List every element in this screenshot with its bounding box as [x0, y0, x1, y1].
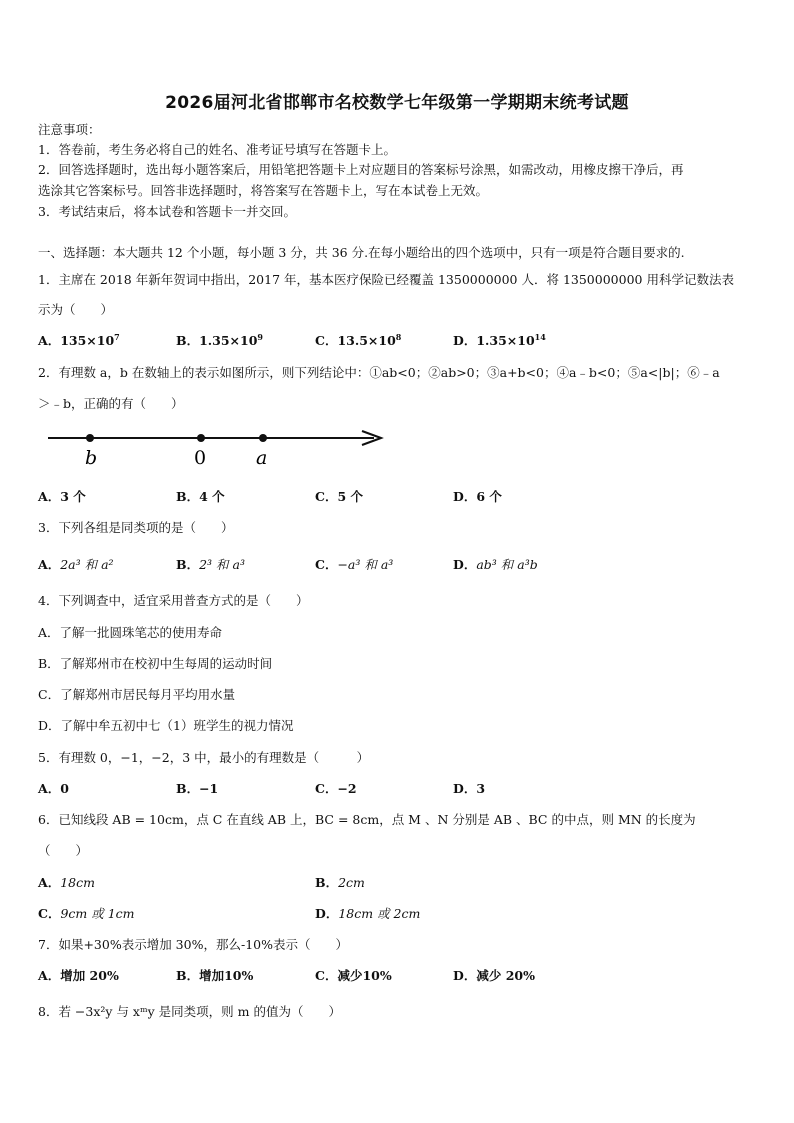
question-2-option-d: D．6 个 — [453, 489, 502, 504]
question-4-option-b: B．了解郑州市在校初中生每周的运动时间 — [38, 656, 273, 671]
question-7-option-b: B．增加10% — [176, 968, 254, 983]
notice-heading: 注意事项： — [38, 122, 101, 137]
question-7-stem: 7．如果+30%表示增加 30%，那么-10%表示（ ） — [38, 937, 348, 952]
question-6-option-d: D．18cm 或 2cm — [315, 906, 421, 921]
notice-item-1: 1．答卷前，考生务必将自己的姓名、准考证号填写在答题卡上。 — [38, 142, 396, 157]
question-2-stem: 2．有理数 a，b 在数轴上的表示如图所示，则下列结论中：①ab<0；②ab>0；③a+b<0；④a﹣b<0；⑤a<|b|；⑥﹣a — [38, 365, 720, 380]
question-7-option-a: A．增加 20% — [38, 968, 119, 983]
question-4-option-d: D．了解中牟五初中七（1）班学生的视力情况 — [38, 718, 294, 733]
question-6-option-a: A．18cm — [38, 875, 95, 890]
question-2-stem-cont: ＞﹣b，正确的有（ ） — [38, 396, 184, 411]
notice-item-3: 3．考试结束后，将本试卷和答题卡一并交回。 — [38, 204, 296, 219]
question-2-option-c: C．5 个 — [315, 489, 363, 504]
question-6-option-b: B．2cm — [315, 875, 365, 890]
point-b — [86, 434, 94, 442]
question-3-option-b: B．2³ 和 a³ — [176, 557, 245, 572]
question-6-stem: 6．已知线段 AB = 10cm，点 C 在直线 AB 上，BC = 8cm，点 M 、N 分别是 AB 、BC 的中点，则 MN 的长度为 — [38, 812, 696, 827]
question-4-stem: 4．下列调查中，适宜采用普查方式的是（ ） — [38, 593, 309, 608]
question-4-option-a: A．了解一批圆珠笔芯的使用寿命 — [38, 625, 223, 640]
question-3-stem: 3．下列各组是同类项的是（ ） — [38, 520, 234, 535]
question-3-option-d: D．ab³ 和 a³b — [453, 557, 538, 572]
question-5-option-c: C．−2 — [315, 781, 357, 796]
point-a — [259, 434, 267, 442]
question-7-option-c: C．减少10% — [315, 968, 392, 983]
question-1-option-b: B．$1.35\times 10^9$ — [176, 332, 263, 348]
question-1-option-a: A．$135\times 10^7$ — [38, 332, 120, 348]
question-2-option-b: B．4 个 — [176, 489, 225, 504]
question-2-option-a: A．3 个 — [38, 489, 86, 504]
question-1-stem-cont: 示为（ ） — [38, 302, 114, 317]
page-title: 2026届河北省邯郸市名校数学七年级第一学期期末统考试题 — [165, 93, 629, 113]
label-a: a — [256, 447, 268, 469]
number-line-figure — [44, 422, 389, 472]
notice-item-2-cont: 选涂其它答案标号。回答非选择题时，将答案写在答题卡上，写在本试卷上无效。 — [38, 183, 489, 198]
question-5-option-b: B．−1 — [176, 781, 219, 796]
point-zero — [197, 434, 205, 442]
section-heading: 一、选择题：本大题共 12 个小题，每小题 3 分，共 36 分.在每小题给出的四个选项中，只有一项是符合题目要求的. — [38, 245, 685, 260]
label-zero: 0 — [194, 447, 207, 469]
question-4-option-c: C．了解郑州市居民每月平均用水量 — [38, 687, 236, 702]
question-1-option-d: D．$1.35\times 10^{14}$ — [453, 332, 546, 348]
question-1-option-c: C．$13.5\times 10^8$ — [315, 332, 402, 348]
question-3-option-c: C．−a³ 和 a³ — [315, 557, 394, 572]
label-b: b — [85, 447, 98, 469]
question-5-stem: 5．有理数 0，−1，−2，3 中，最小的有理数是（ ） — [38, 750, 370, 765]
question-6-option-c: C．9cm 或 1cm — [38, 906, 135, 921]
question-7-option-d: D．减少 20% — [453, 968, 535, 983]
question-3-option-a: A．2a³ 和 a² — [38, 557, 114, 572]
question-5-option-a: A．0 — [38, 781, 69, 796]
question-6-stem-cont: （ ） — [38, 843, 89, 858]
question-5-option-d: D．3 — [453, 781, 486, 796]
question-1-stem: 1．主席在 2018 年新年贺词中指出，2017 年，基本医疗保险已经覆盖 1350000000 人．将 1350000000 用科学记数法表 — [38, 272, 734, 287]
notice-item-2: 2．回答选择题时，选出每小题答案后，用铅笔把答题卡上对应题目的答案标号涂黑，如需改动，用橡皮擦干净后，再 — [38, 162, 684, 177]
question-8-stem: 8．若 −3x²y 与 xᵐy 是同类项，则 m 的值为（ ） — [38, 1004, 341, 1019]
